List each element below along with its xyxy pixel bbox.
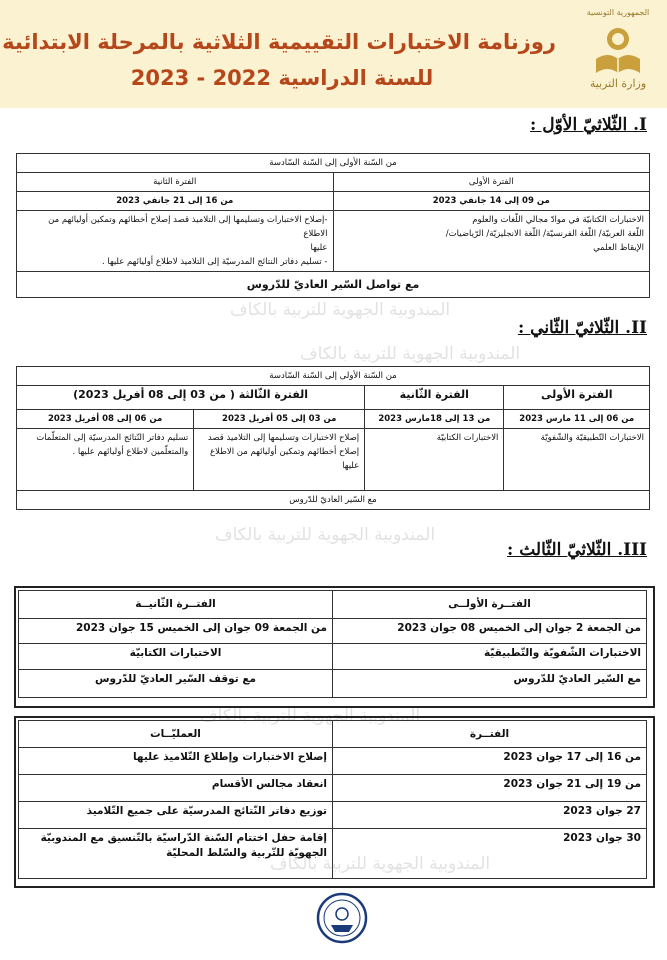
schedule-period: من 16 إلى 17 جوان 2023	[333, 748, 647, 775]
term3-p2-dates: من الجمعة 09 جوان إلى الخميس 15 جوان 2023	[19, 619, 333, 644]
term1-footer: مع تواصل السّير العاديّ للدّروس	[17, 272, 650, 298]
term2-p1-content: الاختبارات التّطبيقيّة والشّفويّة	[504, 429, 650, 491]
term2-p3a-content: إصلاح الاختبارات وتسليمها إلى التلاميذ قصد إصلاح أخطائهم وتمكين أوليائهم من الاطلاع عليها	[194, 429, 365, 491]
term1-heading: I. الثّلاثيّ الأوّل :	[530, 115, 647, 135]
term1-p1-dates: من 09 إلى 14 جانفي 2023	[333, 192, 650, 211]
schedule-head-period: الفتــرة	[333, 721, 647, 748]
term1-p1-line: اللّغة العربيّة/ اللّغة الفرنسيّة/ اللّغة الانجليزيّة/ الرّياضيات/	[445, 229, 644, 239]
term1-p1-content	[333, 211, 650, 272]
term1-p1-title: الفترة الأولى	[333, 173, 650, 192]
watermark: المندوبية الجهوية للتربية بالكاف	[230, 300, 451, 320]
page-title	[2, 24, 556, 96]
table-row	[19, 748, 647, 775]
ministry-logo	[577, 8, 659, 106]
term1-p2-dates: من 16 إلى 21 جانفي 2023	[17, 192, 334, 211]
watermark: المندوبية الجهوية للتربية بالكاف	[215, 525, 436, 545]
term3-p2-content: الاختبارات الكتابيّة	[19, 644, 333, 670]
term3-p1-content: الاختبارات الشّفويّة والتّطبيقيّة	[333, 644, 647, 670]
term2-p3a-dates: من 03 إلى 05 أفريل 2023	[194, 410, 365, 429]
book-emblem-icon	[592, 19, 644, 77]
term2-p1-title: الفترة الأولى	[504, 386, 650, 410]
term3-p1-title: الفتــرة الأولــى	[333, 591, 647, 619]
term1-p2-title: الفترة الثانية	[17, 173, 334, 192]
term1-p2-line: -إصلاح الاختبارات وتسليمها إلى التلاميذ قصد إصلاح أخطائهم وتمكين أوليائهم من الاطلاع	[48, 215, 328, 239]
term2-p1-dates: من 06 إلى 11 مارس 2023	[504, 410, 650, 429]
term2-footer: مع السّير العاديّ للدّروس	[17, 491, 650, 510]
term1-levels: من السّنة الأولى إلى السّنة السّادسة	[17, 154, 650, 173]
term3-p1-dates: من الجمعة 2 جوان إلى الخميس 08 جوان 2023	[333, 619, 647, 644]
header-banner	[0, 0, 667, 108]
term2-table	[16, 366, 650, 510]
schedule-period: 27 جوان 2023	[333, 802, 647, 829]
logo-bottom-text: وزارة التربية	[589, 77, 647, 90]
schedule-period: من 19 إلى 21 جوان 2023	[333, 775, 647, 802]
term3-p2-note: مع توقف السّير العاديّ للدّروس	[19, 670, 333, 698]
term2-p2-dates: من 13 إلى 18مارس 2023	[365, 410, 504, 429]
term2-p3b-dates: من 06 إلى 08 أفريل 2023	[17, 410, 194, 429]
schedule-head-operations: العمليّــات	[19, 721, 333, 748]
term2-heading: II. الثّلاثيّ الثّاني :	[517, 318, 647, 338]
watermark: المندوبية الجهوية للتربية بالكاف	[300, 344, 521, 364]
term1-p2-content	[17, 211, 334, 272]
title-line-2: للسنة الدراسية 2022 - 2023	[130, 66, 434, 90]
term1-p1-line: الاختبارات الكتابيّة في موادّ مجالي اللّغات والعلوم	[472, 215, 644, 225]
term1-p2-line: - تسليم دفاتر النتائج المدرسيّة إلى التلاميذ لاطلاع أوليائهم عليها .	[101, 257, 328, 267]
term2-levels: من السّنة الأولى إلى السّنة السّادسة	[17, 367, 650, 386]
schedule-operation: انعقاد مجالس الأقسام	[19, 775, 333, 802]
watermark: المندوبية الجهوية للتربية بالكاف	[200, 706, 421, 726]
term2-p2-content: الاختبارات الكتابيّة	[365, 429, 504, 491]
term3-p1-note: مع السّير العاديّ للدّروس	[333, 670, 647, 698]
term2-p2-title: الفترة الثّانية	[365, 386, 504, 410]
title-line-1: روزنامة الاختبارات التقييمية الثلاثية بالمرحلة الابتدائية	[2, 30, 556, 54]
term1-p2-line: عليها	[310, 243, 328, 253]
table-row	[19, 802, 647, 829]
term1-table	[16, 153, 650, 298]
table-row	[19, 775, 647, 802]
term1-p1-line: الإيقاظ العلمي	[593, 243, 644, 253]
term3-p2-title: الفتــرة الثّانيــة	[19, 591, 333, 619]
schedule-operation: توزيع دفاتر النّتائج المدرسيّة على جميع التّلاميذ	[19, 802, 333, 829]
term2-p3-title: الفترة الثّالثة ( من 03 إلى 08 أفريل 2023)	[17, 386, 365, 410]
term3-heading: III. الثّلاثيّ الثّالث :	[507, 540, 647, 560]
watermark: المندوبية الجهوية للتربية بالكاف	[270, 854, 491, 874]
ministry-seal-icon	[316, 892, 368, 944]
schedule-operation: إقامة حفل اختتام السّنة الدّراسيّة بالتّنسيق مع المندوبيّة الجهويّة للتّربية والسّلط المحليّة	[19, 829, 333, 879]
term3-table	[18, 590, 647, 698]
schedule-period: 30 جوان 2023	[333, 829, 647, 879]
logo-top-text: الجمهورية التونسية	[586, 8, 650, 17]
term2-p3b-content: تسليم دفاتر النّتائج المدرسيّة إلى المتعلّمات والمتعلّمين لاطلاع أوليائهم عليها .	[17, 429, 194, 491]
schedule-operation: إصلاح الاختبارات وإطلاع التّلاميذ عليها	[19, 748, 333, 775]
